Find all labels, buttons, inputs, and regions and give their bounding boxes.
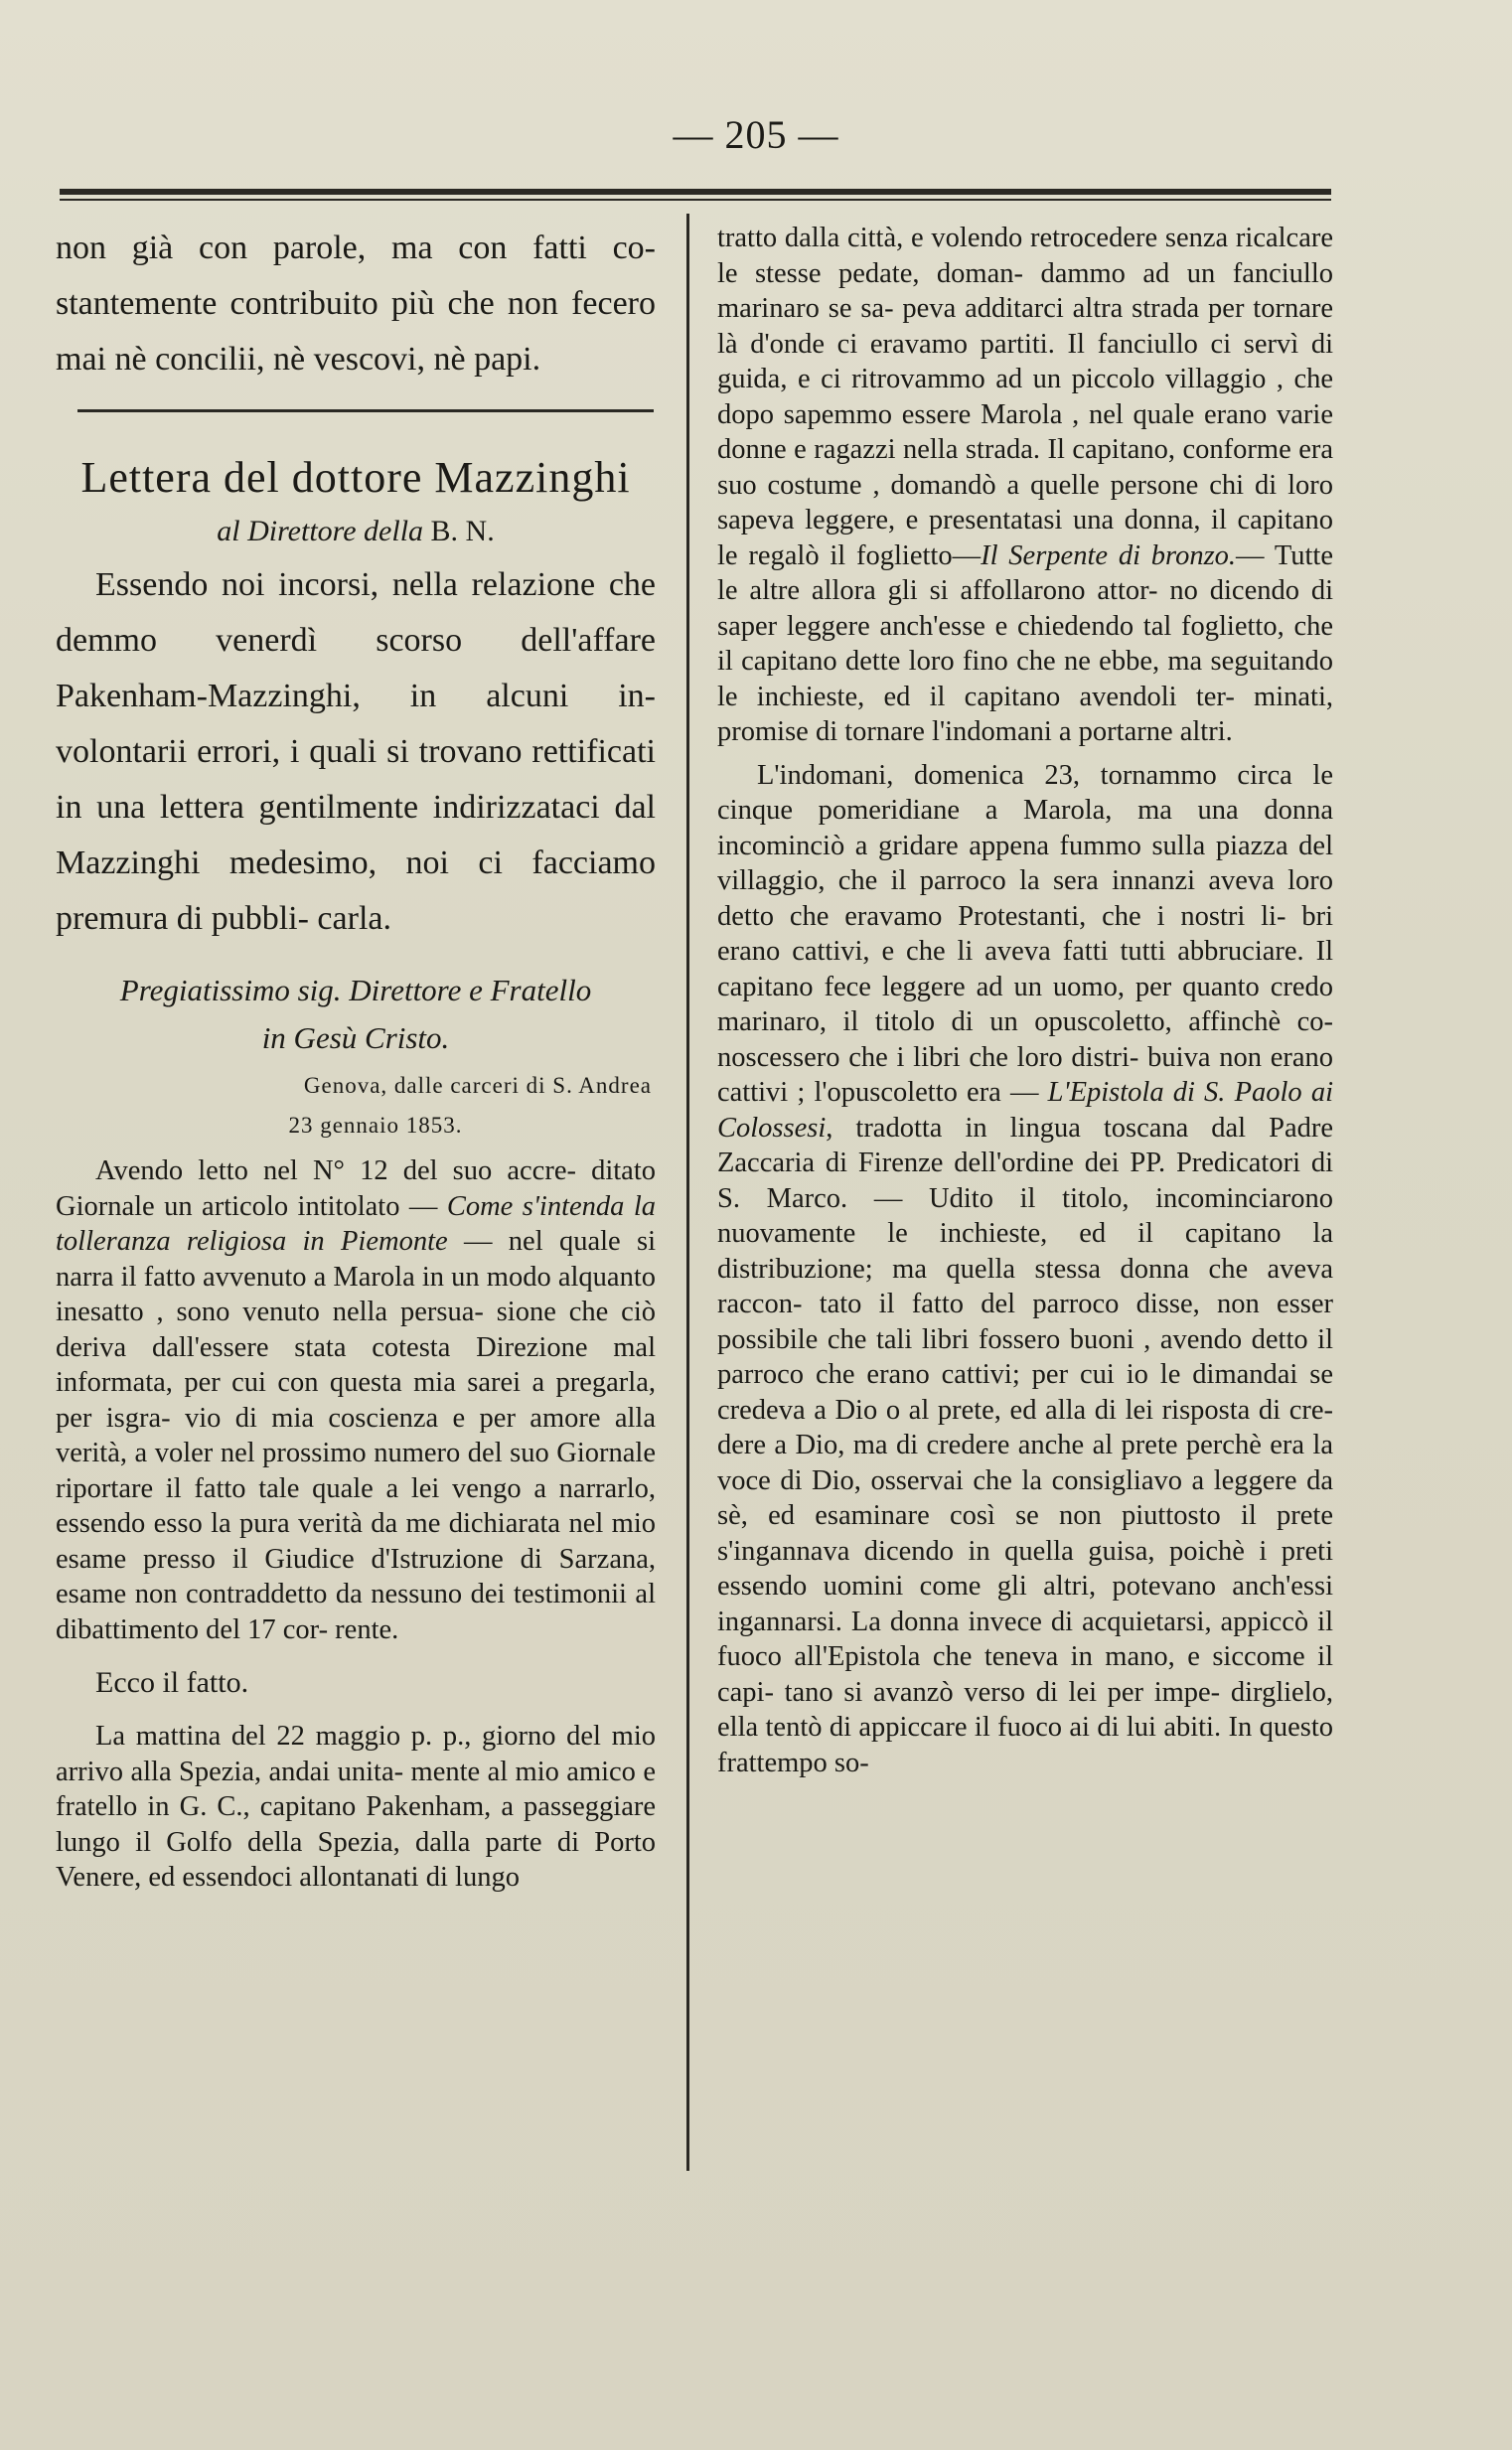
column-divider xyxy=(686,214,689,2171)
right-p1-title: Il Serpente di bronzo. xyxy=(981,539,1237,571)
right-column xyxy=(717,221,1333,1780)
article-subheading xyxy=(56,510,656,553)
letter-p1-text-b: — nel quale si narra il fatto avvenuto a Marola in un modo alquanto inesatto , sono venuto nella persua- sione che ciò deriva dall'essere stata cotesta Direzione mal informata, per cui con questa mia sarei a pregarla, per isgra- vio di mia coscienza e per amore alla verità, a voler nel prossimo numero del suo Giornale riportare il fatto tale quale a lei vengo a narrarlo, essendo esso la pura verità da me dichiarata nel mio esame presso il Giudice d'Istruzione di Sarzana, esame non contraddetto da nessuno dei testimonii al dibattimento del 17 cor- rente. xyxy=(56,1226,656,1645)
subheading-plain: B. N. xyxy=(430,515,495,547)
letter-paragraph-1 xyxy=(56,1153,656,1647)
section-rule xyxy=(77,409,654,412)
right-p2-title: L'Epistola di S. Paolo ai Colossesi xyxy=(717,1077,1333,1144)
salutation-line-2: in Gesù Cristo. xyxy=(261,1020,450,1055)
right-paragraph-2 xyxy=(717,758,1333,1781)
letter-p1-text-a: Avendo letto nel N° 12 del suo accre- ditato Giornale un articolo intitolato — xyxy=(56,1155,656,1222)
salutation-line-1: Pregiatissimo sig. Direttore e Fratello xyxy=(119,973,592,1007)
letter-paragraph-2: Ecco il fatto. xyxy=(95,1666,249,1699)
letter-paragraph-3: La mattina del 22 maggio p. p., giorno del mio arrivo alla Spezia, andai unita- mente al mio amico e fratello in G. C., capitano Pakenham, a passeggiare lungo il Golfo della Spezia, dalla parte di Porto Venere, ed essendoci allontanati di lungo xyxy=(56,1721,656,1893)
article-heading: Lettera del dottore Mazzinghi xyxy=(80,453,631,502)
letter-place: Genova, dalle carceri di S. Andrea xyxy=(303,1073,652,1098)
header-rule xyxy=(60,189,1331,195)
page-number: — 205 — xyxy=(673,112,839,157)
right-p1-text-a: tratto dalla città, e volendo retrocedere senza ricalcare le stesse pedate, doman- dammo ad un fanciullo marinaro se sa- peva additarci altra strada per tornare là d'onde ci eravamo partiti. Il fanciullo ci servì di guida, e ci ritrovammo ad un piccolo villaggio , che dopo sapemmo essere Marola , nel quale erano varie donne e ragazzi nella strada. Il capitano, conforme era suo costume , domandò a quelle persone chi di loro sapeva leggere, e presentatasi una donna, il capitano le regalò il foglietto— xyxy=(717,223,1333,571)
subheading-italic: al Direttore della xyxy=(217,515,424,547)
left-column xyxy=(56,221,656,1896)
intro-note-paragraph: Essendo noi incorsi, nella relazione che demmo venerdì scorso dell'affare Pakenham-Mazzinghi, in alcuni in- volontarii errori, i quali si trovano rettificati in una lettera gentilmente indirizzataci dal Mazzinghi medesimo, noi ci facciamo premura di pubbli- carla. xyxy=(56,566,656,937)
right-p2-text-a: L'indomani, domenica 23, tornammo circa le cinque pomeridiane a Marola, ma una donna incominciò a gridare appena fummo sulla piazza del villaggio, che il parroco la sera innanzi aveva loro detto che eravamo Protestanti, che i nostri li- bri erano cattivi, e che li aveva fatti tutti abbruciare. Il capitano fece leggere ad un uomo, per quanto credo marinaro, il titolo di un opuscoletto, affinchè co- noscessero che i libri che loro distri- buiva non erano cattivi ; l'opuscoletto era — xyxy=(717,759,1333,1108)
right-p2-text-b: , tradotta in lingua toscana dal Padre Zaccaria di Firenze dell'ordine dei PP. Predicatori di S. Marco. — Udito il titolo, incominciarono nuovamente le inchieste, ed il capitano la distribuzione; ma quella stessa donna che aveva raccon- tato il fatto del parroco disse, non esser possibile che tali libri fossero buoni , avendo detto il parroco che erano cattivi; per cui io le dimandai se credeva a Dio o al prete, ed alla di lei risposta di cre- dere a Dio, ma di credere anche al prete perchè era la voce di Dio, osservai che la consigliavo a leggere da sè, ed esaminare così se non piuttosto il prete s'ingannava dicendo in quella guisa, poichè i preti essendo uomini come gli altri, potevano anch'essi ingannarsi. La donna invece di acquietarsi, appiccò il fuoco all'Epistola che teneva in mano, e siccome il capi- tano si avanzò verso di lei per impe- dirglielo, ella tentò di appiccare il fuoco ai di lui abiti. In questo frattempo so- xyxy=(717,1112,1333,1778)
letter-date: 23 gennaio 1853. xyxy=(288,1113,463,1138)
intro-paragraph: non già con parole, ma con fatti co- stantemente contribuito più che non fecero mai nè concilii, nè vescovi, nè papi. xyxy=(56,230,656,378)
right-paragraph-1 xyxy=(717,221,1333,750)
header-rule-thin xyxy=(60,199,1331,201)
right-p1-text-b: — Tutte le altre allora gli si affollarono attor- no dicendo di saper leggere anch'esse e chiedendo tal foglietto, che il capitano dette loro fino che ne ebbe, ma seguitando le inchieste, ed il capitano avendoli ter- minati, promise di tornare l'indomani a portarne altri. xyxy=(717,539,1333,747)
salutation xyxy=(56,967,656,1062)
letter-p1-title: Come s'intenda la tolleranza religiosa in Piemonte xyxy=(56,1190,656,1257)
